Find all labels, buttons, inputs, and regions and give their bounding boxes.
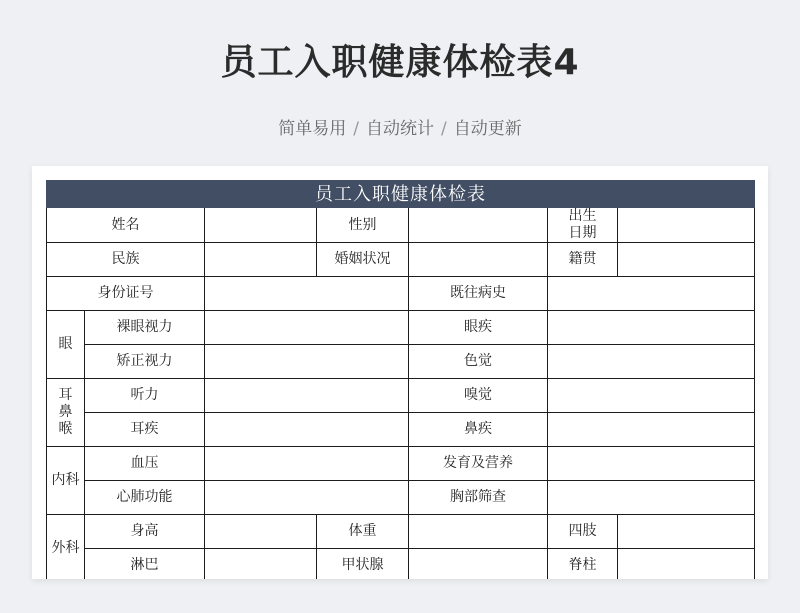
marital-status-value-cell[interactable] — [409, 243, 548, 277]
blood-pressure-value-cell[interactable] — [205, 447, 409, 481]
eye-section-label: 眼 — [47, 311, 85, 379]
color-vision-label: 色觉 — [409, 345, 548, 379]
spine-value-cell[interactable] — [618, 549, 755, 580]
height-value-cell[interactable] — [205, 515, 317, 549]
spine-label: 脊柱 — [548, 549, 618, 580]
health-checkup-form — [46, 180, 755, 579]
subtitle-separator: / — [441, 119, 447, 139]
ent-section-label: 耳鼻喉 — [47, 379, 85, 447]
eye-disease-label: 眼疾 — [409, 311, 548, 345]
surgery-section-label: 外科 — [47, 515, 85, 580]
color-vision-value-cell[interactable] — [548, 345, 755, 379]
name-label: 姓名 — [47, 208, 205, 243]
weight-label: 体重 — [317, 515, 409, 549]
subtitle-item-auto-update: 自动更新 — [453, 119, 522, 139]
spreadsheet-preview-card — [32, 166, 768, 579]
chest-screening-value-cell[interactable] — [548, 481, 755, 515]
name-value-cell[interactable] — [205, 208, 317, 243]
corrected-vision-label: 矫正视力 — [85, 345, 205, 379]
gender-label: 性别 — [317, 208, 409, 243]
ear-disease-label: 耳疾 — [85, 413, 205, 447]
subtitle-item-auto-stats: 自动统计 — [366, 119, 434, 139]
id-number-label: 身份证号 — [47, 277, 205, 311]
lymph-label: 淋巴 — [85, 549, 205, 580]
internal-medicine-section-label: 内科 — [47, 447, 85, 515]
medical-history-label: 既往病史 — [409, 277, 548, 311]
chest-screening-label: 胸部筛查 — [409, 481, 548, 515]
naked-vision-value-cell[interactable] — [205, 311, 409, 345]
blood-pressure-label: 血压 — [85, 447, 205, 481]
subtitle-item-easy: 简单易用 — [278, 119, 347, 139]
height-label: 身高 — [85, 515, 205, 549]
ear-disease-value-cell[interactable] — [205, 413, 409, 447]
corrected-vision-value-cell[interactable] — [205, 345, 409, 379]
smell-label: 嗅觉 — [409, 379, 548, 413]
naked-vision-label: 裸眼视力 — [85, 311, 205, 345]
development-nutrition-value-cell[interactable] — [548, 447, 755, 481]
thyroid-value-cell[interactable] — [409, 549, 548, 580]
native-place-value-cell[interactable] — [618, 243, 755, 277]
nose-disease-value-cell[interactable] — [548, 413, 755, 447]
gender-value-cell[interactable] — [409, 208, 548, 243]
subtitle-separator: / — [353, 119, 359, 139]
native-place-label: 籍贯 — [548, 243, 618, 277]
nose-disease-label: 鼻疾 — [409, 413, 548, 447]
weight-value-cell[interactable] — [409, 515, 548, 549]
eye-disease-value-cell[interactable] — [548, 311, 755, 345]
birth-date-value-cell[interactable] — [618, 208, 755, 243]
hearing-label: 听力 — [85, 379, 205, 413]
page-title: 员工入职健康体检表4 — [220, 42, 580, 83]
medical-history-value-cell[interactable] — [548, 277, 755, 311]
ethnicity-label: 民族 — [47, 243, 205, 277]
smell-value-cell[interactable] — [548, 379, 755, 413]
thyroid-label: 甲状腺 — [317, 549, 409, 580]
lymph-value-cell[interactable] — [205, 549, 317, 580]
limbs-label: 四肢 — [548, 515, 618, 549]
page-subtitle — [0, 114, 800, 139]
ethnicity-value-cell[interactable] — [205, 243, 317, 277]
hearing-value-cell[interactable] — [205, 379, 409, 413]
form-header: 员工入职健康体检表 — [47, 181, 755, 208]
heart-lung-value-cell[interactable] — [205, 481, 409, 515]
limbs-value-cell[interactable] — [618, 515, 755, 549]
id-number-value-cell[interactable] — [205, 277, 409, 311]
development-nutrition-label: 发育及营养 — [409, 447, 548, 481]
heart-lung-label: 心肺功能 — [85, 481, 205, 515]
marital-status-label: 婚姻状况 — [317, 243, 409, 277]
birth-date-label: 出生日期 — [548, 208, 618, 243]
